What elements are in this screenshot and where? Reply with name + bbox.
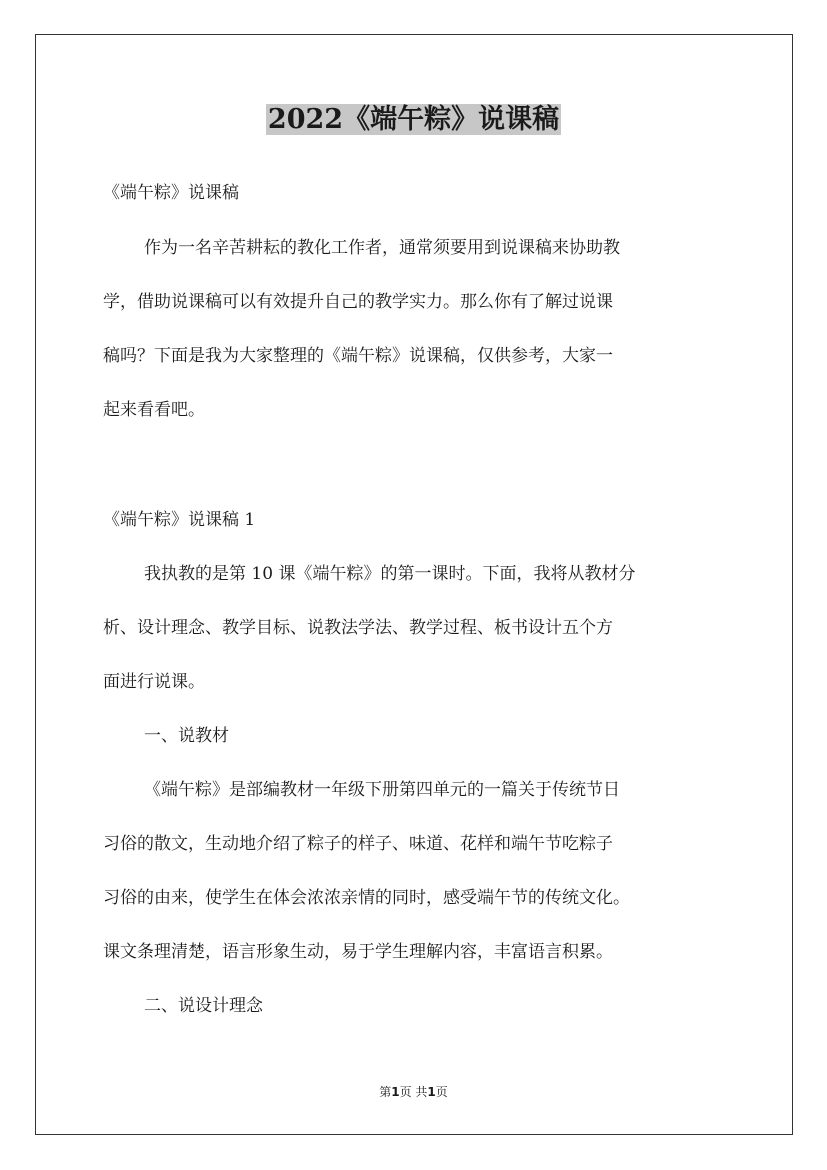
paragraph-line: 面进行说课。 <box>103 672 205 692</box>
document-title-text: 2022《端午粽》说课稿 <box>267 104 560 135</box>
footer-total-pages: 1 <box>427 1085 436 1099</box>
paragraph-line: 课文条理清楚，语言形象生动，易于学生理解内容，丰富语言积累。 <box>103 942 613 962</box>
paragraph-line: 习俗的由来，使学生在体会浓浓亲情的同时，感受端午节的传统文化。 <box>103 888 630 908</box>
subsection-heading: 一、说教材 <box>144 726 229 746</box>
paragraph-line: 《端午粽》是部编教材一年级下册第四单元的一篇关于传统节日 <box>144 780 620 800</box>
paragraph-line: 稿吗？下面是我为大家整理的《端午粽》说课稿，仅供参考，大家一 <box>103 346 613 366</box>
paragraph-line: 我执教的是第 10 课《端午粽》的第一课时。下面，我将从教材分 <box>144 564 636 584</box>
paragraph-line: 析、设计理念、教学目标、说教法学法、教学过程、板书设计五个方 <box>103 618 613 638</box>
paragraph-line: 起来看看吧。 <box>103 400 205 420</box>
paragraph-line: 习俗的散文，生动地介绍了粽子的样子、味道、花样和端午节吃粽子 <box>103 834 613 854</box>
page-footer <box>0 1084 827 1100</box>
document-title <box>0 100 827 140</box>
footer-prefix: 第 <box>379 1085 392 1099</box>
paragraph-line: 作为一名辛苦耕耘的教化工作者，通常须要用到说课稿来协助教 <box>144 238 620 258</box>
subsection-heading: 二、说设计理念 <box>144 996 263 1016</box>
footer-suffix: 页 <box>435 1085 448 1099</box>
footer-current-page: 1 <box>391 1085 400 1099</box>
section-heading: 《端午粽》说课稿 1 <box>103 510 256 530</box>
intro-heading: 《端午粽》说课稿 <box>103 183 239 203</box>
footer-mid: 页 共 <box>399 1085 428 1099</box>
paragraph-line: 学，借助说课稿可以有效提升自己的教学实力。那么你有了解过说课 <box>103 292 613 312</box>
